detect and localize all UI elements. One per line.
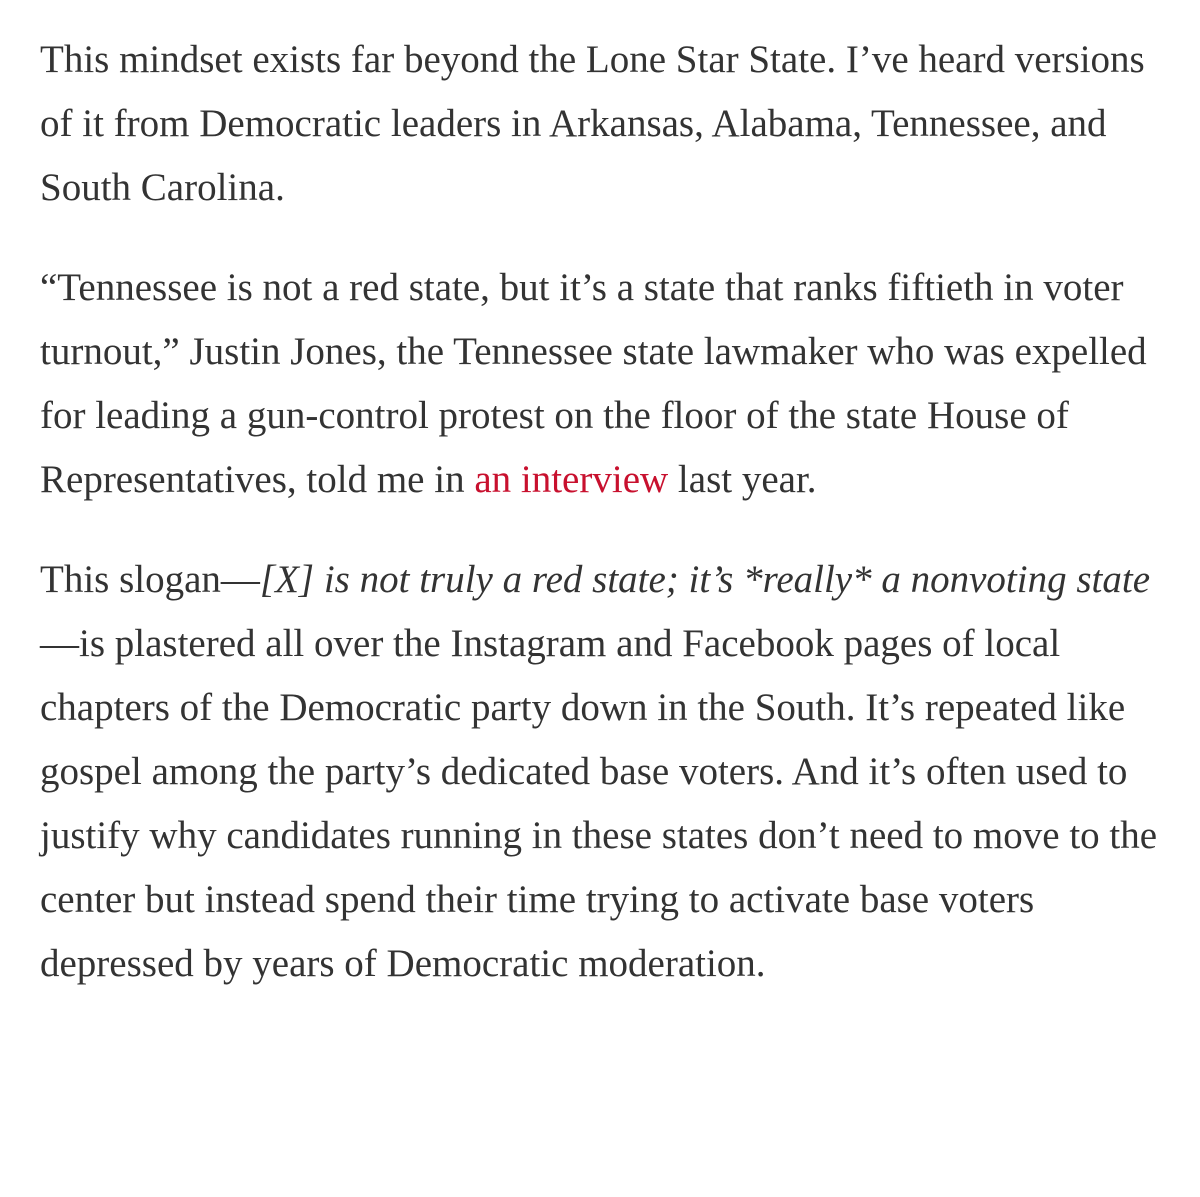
paragraph-3-lead: This slogan— xyxy=(40,558,260,601)
slogan-italic: [X] is not truly a red state; it’s *really* a nonvoting state xyxy=(259,558,1151,601)
paragraph-2 xyxy=(40,256,1170,512)
paragraph-1: This mindset exists far beyond the Lone Star State. I’ve heard versions of it from Democratic leaders in Arkansas, Alabama, Tennessee, and South Carolina. xyxy=(40,38,1145,209)
paragraph-3-text: —is plastered all over the Instagram and Facebook pages of local chapters of the Democratic party down in the South. It’s repeated like gospel among the party’s dedicated base voters. And it’s often used to justify why candidates running in these states don’t need to move to the center but instead spend their time trying to activate base voters depressed by years of Democratic moderation. xyxy=(40,622,1158,985)
paragraph-2-tail: last year. xyxy=(668,458,817,501)
article-body xyxy=(40,28,1170,1032)
interview-link[interactable]: an interview xyxy=(474,458,669,501)
paragraph-2-text: “Tennessee is not a red state, but it’s a state that ranks fiftieth in voter turnout,” Justin Jones, the Tennessee state lawmaker who was expelled for leading a gun-control protest on the floor of the state House of Representatives, told me in xyxy=(40,266,1147,501)
paragraph-3 xyxy=(40,548,1170,996)
